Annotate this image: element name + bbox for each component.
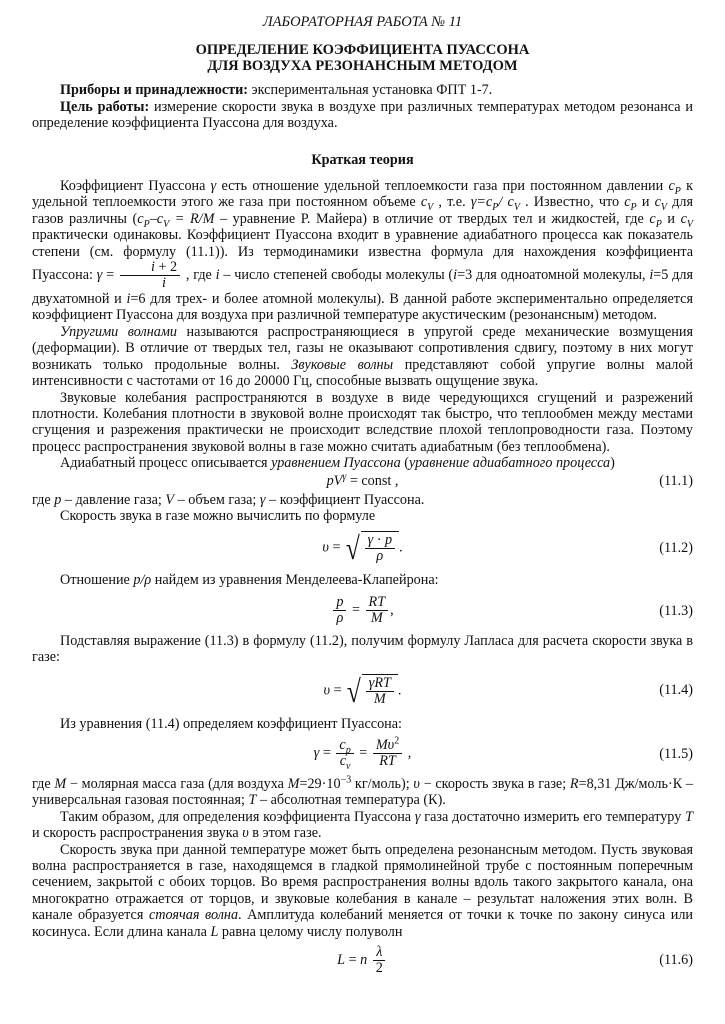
paragraph: Звуковые колебания распространяются в воздухе в виде чередующихся сгущений и разрежений плотности. Колебания плотности в звуковой волне происходят так быстро, что теплообмен между местами сгущения и разрежения практически не происходит вследствие плохой теплопроводности газа. Поэтому процесс распространения звуковой волны в газе можно считать адиабатным (без теплообмена). (32, 389, 693, 455)
equation-11-6: L = n $\frac{\lambda}{2}$ (11.6) (337, 943, 693, 976)
goal-line: Цель работы: измерение скорости звука в воздухе при различных температурах методом резонанса и определение коэффициента Пуассона для воздуха. (32, 98, 693, 132)
equation-11-1: $pV^\gamma$ = const , (11.1) (326, 471, 693, 490)
equipment-line: Приборы и принадлежности: экспериментальная установка ФПТ 1-7. (60, 82, 493, 99)
paragraph: Таким образом, для определения коэффициента Пуассона γ газа достаточно измерить его температуру T и скорость распространения звука υ в этом газе. (32, 808, 694, 842)
equation-11-3: $\frac{p}{\rho}$ = $\frac{RT}{M}$ , (11.3) (32, 589, 693, 633)
equation-number: (11.2) (659, 540, 693, 557)
equation-number: (11.5) (659, 745, 693, 762)
paragraph: Скорость звука в газе можно вычислить по формуле (60, 507, 376, 524)
equation-number: (11.4) (659, 682, 693, 699)
title-line: ДЛЯ ВОЗДУХА РЕЗОНАНСНЫМ МЕТОДОМ (207, 58, 518, 75)
equation-number: (11.3) (659, 602, 693, 619)
section-heading: Краткая теория (311, 151, 414, 168)
paragraph: где p – давление газа; V – объем газа; γ – коэффициент Пуассона. (32, 491, 425, 508)
equation-11-4: υ = √ $\frac{\text{γRT}}{M}$ . (11.4) (323, 672, 693, 709)
equation-11-5: γ = $\frac{c_p}{c_v}$ = $\frac{M\upsilon^2}{RT}$ , (11.5) (313, 735, 693, 773)
paragraph: Из уравнения (11.4) определяем коэффициент Пуассона: (60, 715, 402, 732)
equation-11-2: υ = √ $\frac{\gamma \cdot p}{\rho}$ . (11.2) (322, 530, 693, 567)
paragraph: Адиабатный процесс описывается уравнением Пуассона (уравнение адиабатного процесса) (60, 455, 615, 472)
document-title (32, 42, 693, 74)
paragraph: Отношение p/ρ найдем из уравнения Менделеева-Клапейрона: (60, 572, 439, 589)
title-line: ОПРЕДЕЛЕНИЕ КОЭФФИЦИЕНТА ПУАССОНА (195, 42, 530, 59)
paragraph: Подставляя выражение (11.3) в формулу (11.2), получим формулу Лапласа для расчета скорости звука в газе: (32, 632, 693, 666)
equation-number: (11.1) (659, 473, 693, 490)
equation-number: (11.6) (659, 951, 693, 968)
paragraph: Упругими волнами называются распространяющиеся в упругой среде механические возмущения (деформации). В отличие от твердых тел, газы не оказывают сопротивления сдвигу, поэтому в них могут возникать только продольные волны. Звуковые волны представляют собой упругие волны малой интенсивности с частотами от 16 до 20000 Гц, способные вызвать ощущение звука. (32, 323, 694, 390)
paragraph: Скорость звука при данной температуре может быть определена резонансным методом. Пусть звуковая волна распространяется в газе, находящемся в гладкой прямолинейной трубе с постоянным поперечным сечением, закрытой с обоих торцов. Во время распространения волны вдоль такого закрытого канала, она многократно отражается от торцов, и звуковые колебания в канале – результат наложения этих волн. В канале образуется стоячая волна. Амплитуда колебаний меняется от точки к точке по закону синуса или косинуса. Если длина канала L равна целому числу полуволн (32, 841, 693, 940)
paragraph: Коэффициент Пуассона γ есть отношение удельной теплоемкости газа при постоянном давлении $c_P$ к удельной теплоемкости этого же газа при постоянном объеме $c_V$ , т.е. $\gamma=c_P/$ $c_V$ . Известно, что $c_P$ и $c_V$ для газов различны ($c_P-c_V = R/M$ – уравнение Р. Майера) в отличие от твердых тел и жидкостей, где $c_P$ и $c_V$ практически одинаковы. Коэффициент Пуассона входит в уравнение адиабатного процесса как показатель степени (см. формулу (11.1)). Из термодинамики известна формула для нахождения коэффициента Пуассона: γ = $\frac{i + 2}{i}$ , где i – число степеней свободы молекулы (i=3 для одноатомной молекулы, i=5 для двухатомной и i=6 для трех- и более атомной молекулы). В данной работе экспериментально определяется коэффициент Пуассона для воздуха при различной температуре акустическим (резонансным) методом. (32, 178, 694, 324)
paragraph: где M − молярная масса газа (для воздуха $M=29\cdot 10^{-3}$ кг/моль); υ − скорость звука в газе; R=8,31 Дж/моль·К – универсальная газовая постоянная; T – абсолютная температура (К). (32, 774, 693, 809)
lab-header: ЛАБОРАТОРНАЯ РАБОТА № 11 (262, 14, 463, 30)
